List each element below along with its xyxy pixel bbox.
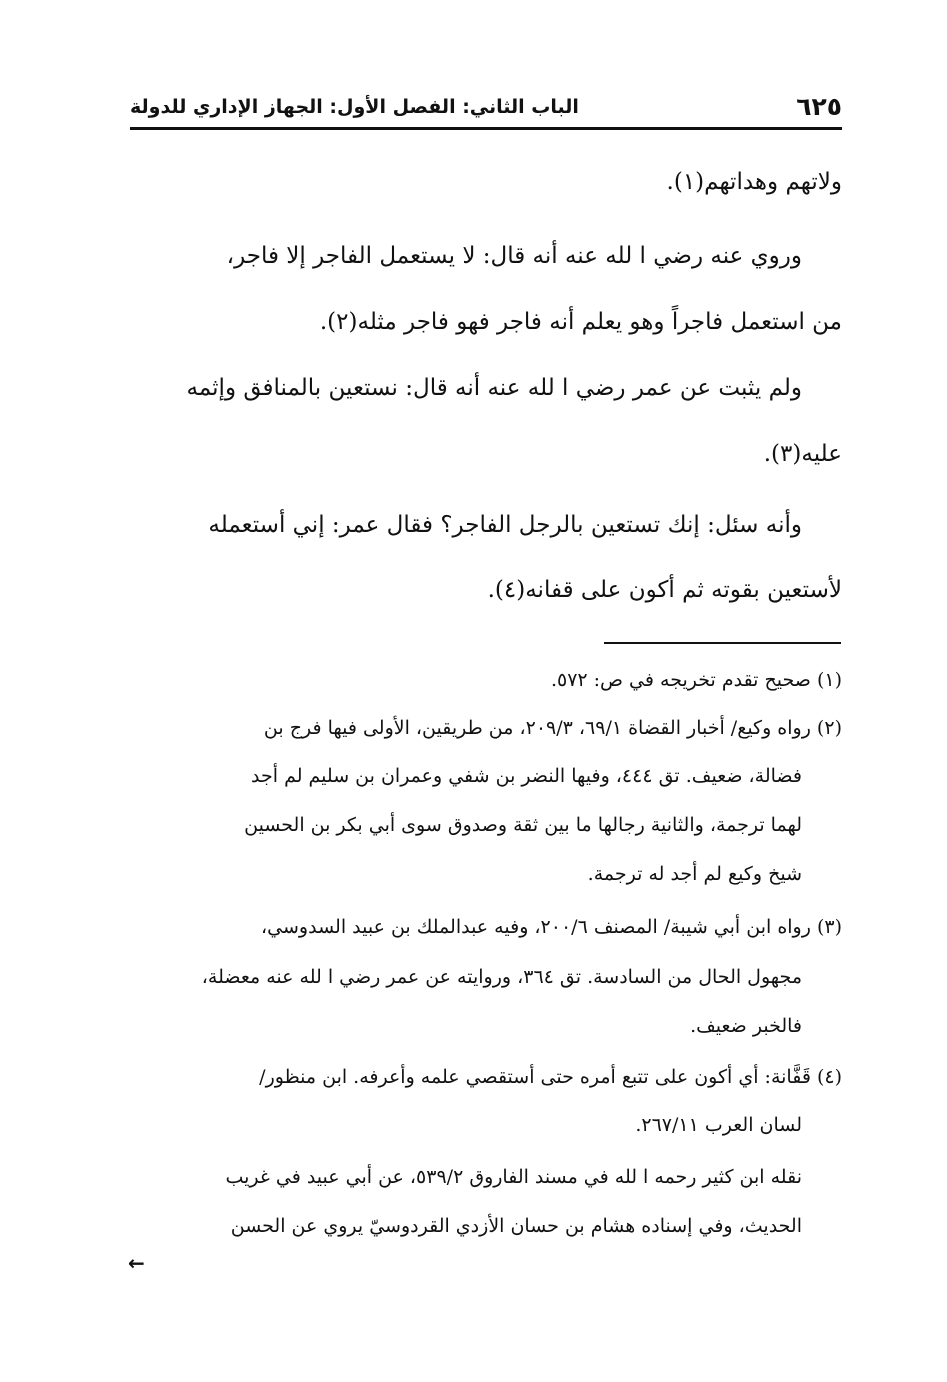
footnote-separator — [604, 642, 841, 644]
footnote-line: فالخبر ضعيف. — [690, 1015, 802, 1037]
footnote-line: لهما ترجمة، والثانية رجالها ما بين ثقة وصدوق سوى أبي بكر بن الحسين — [244, 814, 802, 836]
footnote-line: مجهول الحال من السادسة. تق ٣٦٤، وروايته عن عمر رضي ا لله عنه معضلة، — [201, 966, 802, 988]
footnote-line: (٣) رواه ابن أبي شيبة/ المصنف ٢٠٠/٦، وفيه عبدالملك بن عبيد السدوسي، — [261, 916, 842, 938]
footnote-line: الحديث، وفي إسناده هشام بن حسان الأزدي القردوسيّ يروي عن الحسن — [230, 1215, 802, 1237]
main-text-line: ولم يثبت عن عمر رضي ا لله عنه أنه قال: نستعين بالمنافق وإثمه — [186, 375, 802, 401]
main-text-line: لأستعين بقوته ثم أكون على قفانه(٤). — [487, 577, 842, 603]
header-rule — [130, 127, 842, 130]
footnote-line: (٤) قَفَّانة: أي أكون على تتبع أمره حتى أستقصي علمه وأعرفه. ابن منظور/ — [259, 1066, 842, 1088]
main-text-line: ولاتهم وهداتهم(١). — [666, 169, 842, 195]
page-number: ٦٢٥ — [796, 92, 842, 121]
main-text-line: وروي عنه رضي ا لله عنه أنه قال: لا يستعمل الفاجر إلا فاجر، — [226, 243, 802, 269]
running-title: الباب الثاني: الفصل الأول: الجهاز الإداري للدولة — [130, 96, 579, 118]
arrow-left-icon: ← — [128, 1251, 145, 1275]
footnote-line: (١) صحيح تقدم تخريجه في ص: ٥٧٢. — [550, 669, 842, 691]
main-text-line: وأنه سئل: إنك تستعين بالرجل الفاجر؟ فقال عمر: إني أستعمله — [208, 512, 802, 538]
main-text-line: عليه(٣). — [763, 441, 842, 467]
footnote-line: فضالة، ضعيف. تق ٤٤٤، وفيها النضر بن شفي وعمران بن سليم لم أجد — [251, 765, 802, 787]
page-header — [130, 92, 842, 126]
footnote-line: شيخ وكيع لم أجد له ترجمة. — [587, 863, 802, 885]
footnote-line: (٢) رواه وكيع/ أخبار القضاة ٦٩/١، ٢٠٩/٣، من طريقين، الأولى فيها فرج بن — [263, 717, 842, 739]
footnote-line: نقله ابن كثير رحمه ا لله في مسند الفاروق ٥٣٩/٢، عن أبي عبيد في غريب — [225, 1166, 802, 1188]
footnote-line: لسان العرب ٢٦٧/١١. — [635, 1114, 802, 1136]
main-text-line: من استعمل فاجراً وهو يعلم أنه فاجر فهو فاجر مثله(٢). — [319, 309, 842, 335]
